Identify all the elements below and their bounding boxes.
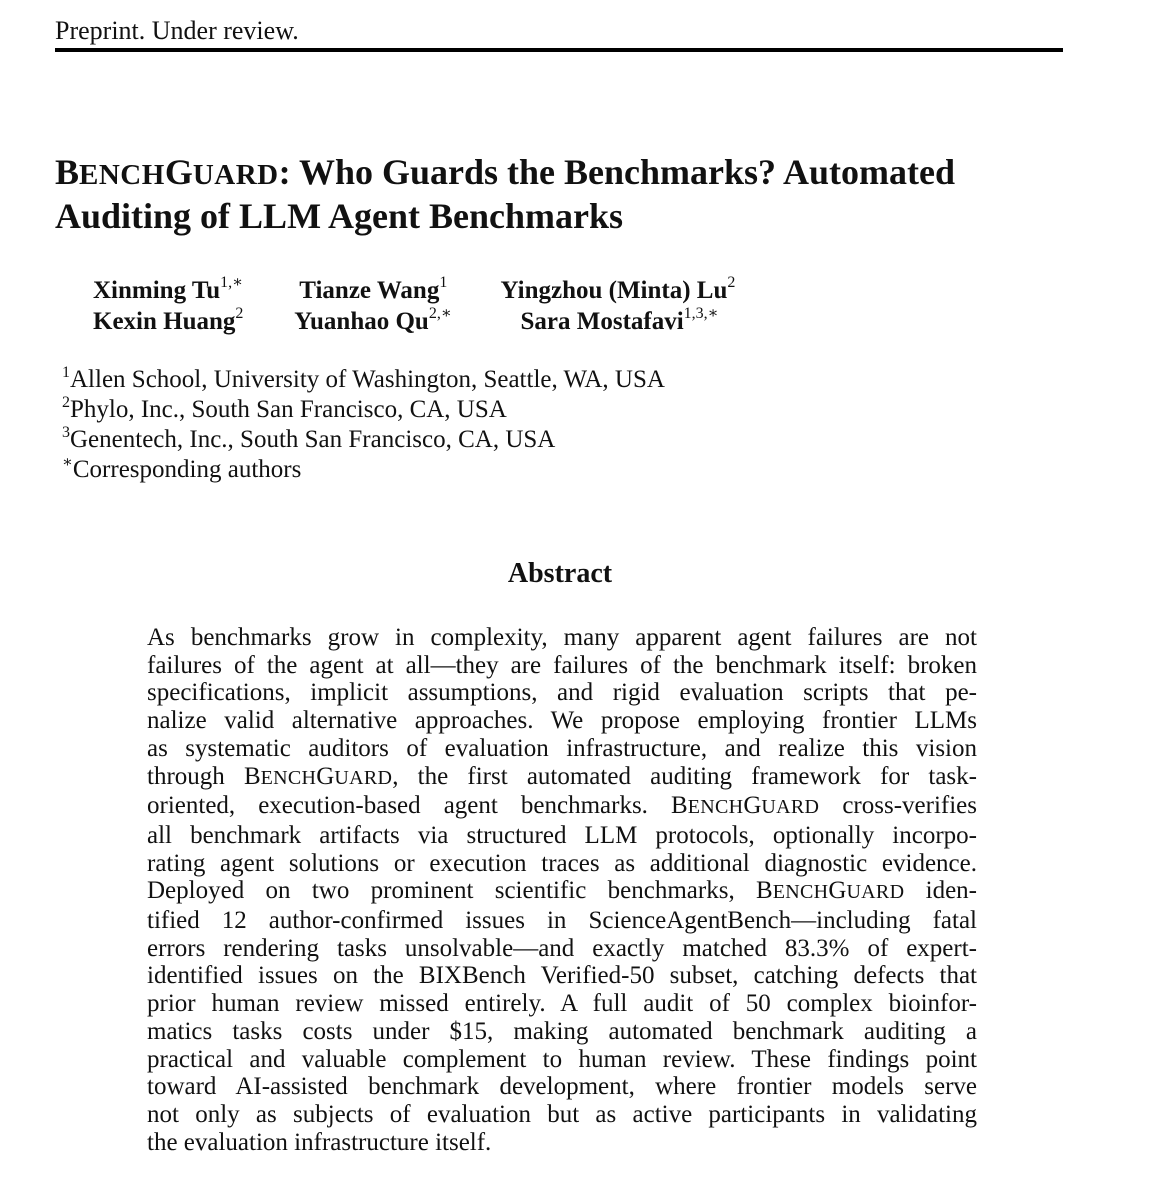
author-affil-mark: 1,∗ (220, 274, 244, 291)
author (93, 275, 293, 306)
abstract-line: matics tasks costs under $15, making automated benchmark auditing a (147, 1017, 977, 1045)
title-brand-b: B (55, 152, 80, 192)
running-head: Preprint. Under review. (55, 16, 299, 45)
abstract-line: errors rendering tasks unsolvable—and exactly matched 83.3% of expert- (147, 934, 977, 962)
abstract-line: not only as subjects of evaluation but as active participants in validating (147, 1100, 977, 1128)
affiliation-text: Genentech, Inc., South San Francisco, CA, USA (70, 426, 556, 453)
author (501, 275, 736, 306)
author (294, 306, 514, 337)
affiliation-item (62, 455, 665, 485)
benchguard-smallcaps: BENCHGUARD (756, 877, 905, 905)
header-rule (55, 48, 1063, 52)
abstract-line: the evaluation infrastructure itself. (147, 1128, 492, 1156)
author (93, 306, 288, 337)
author-affil-mark: 1,3,∗ (683, 305, 719, 322)
abstract-line: oriented, execution-based agent benchmarks. BENCHGUARD cross-verifies (147, 792, 978, 820)
abstract-line: as systematic auditors of evaluation infrastructure, and realize this vision (147, 734, 977, 762)
title-line-2: Auditing of LLM Agent Benchmarks (55, 196, 624, 236)
affiliation-item (62, 395, 665, 425)
affiliation-mark: 1 (62, 364, 70, 381)
abstract-line: Deployed on two prominent scientific benchmarks, BENCHGUARD iden- (147, 877, 977, 905)
affiliation-item (62, 425, 665, 455)
title-brand-g: G (164, 152, 193, 192)
author-block (93, 275, 735, 337)
affiliations (62, 365, 665, 485)
benchguard-smallcaps: BENCHGUARD (243, 762, 393, 790)
title-brand-ench: ENCH (79, 159, 165, 191)
abstract-line: through BENCHGUARD, the first automated auditing framework for task- (147, 762, 977, 790)
paper-title (55, 152, 1095, 237)
author-name: Xinming Tu (93, 277, 221, 304)
author-name: Tianze Wang (299, 277, 440, 304)
author-affil-mark: 1 (439, 274, 448, 291)
author-name: Kexin Huang (93, 308, 236, 335)
abstract-line: practical and valuable complement to human review. These findings point (147, 1045, 977, 1073)
affiliation-text: Allen School, University of Washington, Seattle, WA, USA (70, 366, 665, 393)
affiliation-mark: 3 (62, 424, 70, 441)
title-line-1-rest: : Who Guards the Benchmarks? Automated (278, 152, 955, 192)
abstract-line: prior human review missed entirely. A full audit of 50 complex bioinfor- (147, 990, 977, 1018)
author-name: Yingzhou (Minta) Lu (500, 277, 728, 304)
affiliation-text: Corresponding authors (72, 456, 302, 483)
author-affil-mark: 2,∗ (428, 305, 452, 322)
author-row-1 (93, 275, 735, 306)
abstract-body (147, 624, 977, 1156)
author (299, 275, 494, 306)
author-row-2 (93, 306, 735, 337)
affiliation-mark: ∗ (62, 454, 73, 471)
benchguard-smallcaps: BENCHGUARD (671, 792, 820, 820)
author-name: Sara Mostafavi (520, 308, 684, 335)
author-affil-mark: 2 (727, 274, 736, 291)
abstract-line: tified 12 author-confirmed issues in ScienceAgentBench—including fatal (147, 907, 977, 935)
title-line-1 (55, 152, 955, 192)
abstract-line: As benchmarks grow in complexity, many apparent agent failures are not (147, 624, 977, 651)
abstract-line: toward AI-assisted benchmark development, where frontier models serve (147, 1073, 977, 1101)
abstract-line: specifications, implicit assumptions, and rigid evaluation scripts that pe- (147, 679, 977, 707)
author-name: Yuanhao Qu (294, 308, 429, 335)
abstract-heading: Abstract (507, 558, 613, 589)
abstract-line: nalize valid alternative approaches. We propose employing frontier LLMs (147, 707, 977, 735)
abstract-line: identified issues on the BIXBench Verified-50 subset, catching defects that (147, 962, 977, 990)
title-brand-uard: UARD (192, 159, 279, 191)
author-affil-mark: 2 (235, 305, 244, 322)
author (521, 306, 719, 337)
abstract-line: rating agent solutions or execution traces as additional diagnostic evidence. (147, 849, 977, 877)
abstract-line: all benchmark artifacts via structured LLM protocols, optionally incorpo- (147, 821, 977, 849)
affiliation-mark: 2 (62, 394, 70, 411)
abstract-line: failures of the agent at all—they are failures of the benchmark itself: broken (147, 651, 977, 679)
affiliation-item (62, 365, 665, 395)
affiliation-text: Phylo, Inc., South San Francisco, CA, USA (70, 396, 507, 423)
